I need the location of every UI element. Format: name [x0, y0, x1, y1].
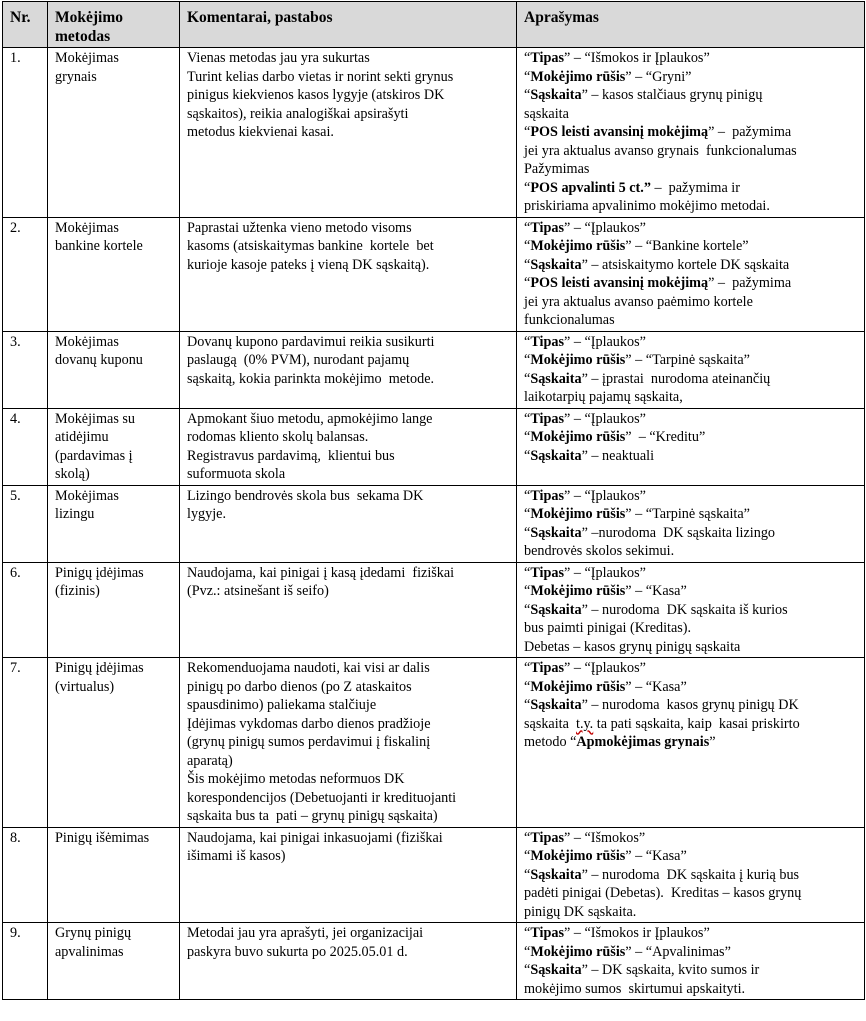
row-number: 2.: [3, 217, 48, 331]
description-line: [524, 715, 859, 734]
description-text: “: [524, 124, 531, 140]
comment-text: [180, 217, 517, 331]
comment-text-line: korespondencijos (Debetuojanti ir kredituojanti: [187, 789, 457, 806]
method-name: [48, 485, 180, 562]
field-name: Apmokėjimas grynais: [576, 734, 710, 750]
method-name-line: apvalinimas: [55, 943, 124, 960]
description-line: [524, 49, 859, 68]
description-text: ta pati sąskaita, kaip kasai priskirto: [593, 715, 800, 732]
description-text: “: [524, 487, 531, 504]
row-number: 4.: [3, 408, 48, 485]
description-line: [524, 293, 859, 312]
description-text: Pažymimas: [524, 161, 590, 177]
comment-text-line: Lizingo bendrovės skola bus sekama DK: [187, 487, 424, 504]
table-row: [3, 217, 865, 331]
description-line: [524, 980, 859, 999]
method-name-line: (fizinis): [55, 583, 100, 599]
description-line: [524, 86, 859, 105]
description-text: ” – “Išmokos ir Įplaukos”: [563, 50, 710, 66]
description-line: [524, 733, 859, 752]
description-text: ” – nurodoma DK sąskaita į kurią bus: [581, 866, 800, 883]
comment-text-line: Įdėjimas vykdomas darbo dienos pradžioje: [187, 715, 431, 732]
description-text: “: [524, 50, 531, 66]
field-name: Tipas: [530, 487, 564, 504]
description-line: [524, 638, 859, 657]
description-line: [524, 619, 859, 638]
field-name: Tipas: [530, 660, 564, 676]
field-name: Mokėjimo rūšis: [530, 352, 626, 368]
method-name: [48, 48, 180, 218]
description-text: ” – “Įplaukos”: [563, 219, 646, 236]
description-line: [524, 68, 859, 87]
row-number: 5.: [3, 485, 48, 562]
description-line: [524, 197, 859, 216]
header-nr: Nr.: [3, 2, 48, 48]
field-name: Tipas: [530, 829, 564, 846]
description-line: [524, 542, 859, 561]
description-cell: [517, 217, 865, 331]
field-name: Sąskaita: [530, 697, 582, 713]
field-name: Sąskaita: [530, 256, 582, 273]
method-name-line: Pinigų įdėjimas: [55, 660, 144, 676]
description-text: ” – “Įplaukos”: [563, 564, 646, 581]
comment-text: [180, 827, 517, 923]
description-text: “: [524, 925, 531, 941]
comment-text-line: lygyje.: [187, 506, 227, 522]
table-row: [3, 658, 865, 828]
description-text: “: [524, 68, 531, 85]
description-text: pinigų DK sąskaita.: [524, 903, 637, 920]
description-text: priskiriama apvalinimo mokėjimo metodai.: [524, 198, 770, 214]
comment-text-line: Vienas metodas jau yra sukurtas: [187, 50, 370, 66]
method-name-line: grynais: [55, 68, 97, 85]
description-line: [524, 678, 859, 697]
description-text: “: [524, 943, 531, 960]
description-text: ” – nurodoma kasos grynų pinigų DK: [581, 697, 799, 713]
method-name-line: lizingu: [55, 506, 95, 522]
description-text: laikotarpių pajamų sąskaita,: [524, 389, 683, 405]
description-line: [524, 219, 859, 238]
description-text: “: [524, 866, 531, 883]
comment-text-line: Dovanų kupono pardavimui reikia susikurti: [187, 333, 435, 350]
comment-text-line: kasoms (atsiskaitymas bankine kortele bet: [187, 238, 434, 254]
field-name: Sąskaita: [530, 87, 582, 103]
method-name-line: (pardavimas į: [55, 447, 133, 464]
table-row: [3, 923, 865, 1000]
comment-text-line: paslaugą (0% PVM), nurodant pajamų: [187, 352, 410, 368]
method-name-line: bankine kortele: [55, 238, 143, 254]
comment-text: [180, 408, 517, 485]
comment-text-line: Šis mokėjimo metodas neformuos DK: [187, 771, 405, 787]
field-name: Mokėjimo rūšis: [530, 943, 626, 960]
description-line: [524, 924, 859, 943]
description-line: [524, 659, 859, 678]
field-name: POS apvalinti 5 ct.”: [530, 179, 651, 196]
table-row: [3, 331, 865, 408]
method-name: [48, 562, 180, 658]
description-text: “: [524, 410, 531, 427]
description-text: “: [524, 829, 531, 846]
description-text: “: [524, 219, 531, 236]
description-text: ” – DK sąskaita, kvito sumos ir: [581, 962, 760, 978]
description-line: [524, 123, 859, 142]
description-text: ” – “Tarpinė sąskaita”: [625, 352, 750, 368]
field-name: Tipas: [530, 219, 564, 236]
method-name-line: Pinigų išėmimas: [55, 829, 150, 846]
description-line: [524, 487, 859, 506]
description-line: [524, 428, 859, 447]
comment-text-line: spausdinimo) paliekama stalčiuje: [187, 697, 377, 713]
method-name-line: dovanų kuponu: [55, 352, 143, 368]
field-name: Sąskaita: [530, 601, 582, 618]
method-name-line: Grynų pinigų: [55, 925, 132, 941]
description-text: ” –nurodoma DK sąskaita lizingo: [581, 524, 776, 541]
description-text: ” – “Kasa”: [625, 583, 687, 599]
method-name-line: Mokėjimas su: [55, 410, 135, 427]
header-comments: Komentarai, pastabos: [180, 2, 517, 48]
description-line: [524, 179, 859, 198]
method-name: [48, 408, 180, 485]
field-name: POS leisti avansinį mokėjimą: [530, 275, 709, 291]
description-text: jei yra aktualus avanso paėmimo kortele: [524, 293, 753, 310]
field-name: Sąskaita: [530, 866, 582, 883]
description-text: “: [524, 848, 531, 864]
description-text: ” – neaktuali: [581, 447, 655, 464]
description-line: [524, 388, 859, 407]
description-text: ” – “Įplaukos”: [563, 660, 646, 676]
comment-text-line: suformuota skola: [187, 466, 286, 482]
description-text: ” – “Bankine kortele”: [625, 238, 749, 254]
description-text: ” – kasos stalčiaus grynų pinigų: [581, 87, 763, 103]
description-line: [524, 847, 859, 866]
description-line: [524, 370, 859, 389]
comment-text-line: Naudojama, kai pinigai inkasuojami (fiziškai: [187, 829, 443, 846]
field-name: Sąskaita: [530, 962, 582, 978]
row-number: 7.: [3, 658, 48, 828]
method-name: [48, 331, 180, 408]
description-cell: [517, 923, 865, 1000]
payment-methods-table: [2, 1, 865, 1000]
description-cell: [517, 48, 865, 218]
comment-text: [180, 48, 517, 218]
description-text: “: [524, 564, 531, 581]
comment-text-line: Naudojama, kai pinigai į kasą įdedami fiziškai: [187, 564, 455, 581]
comment-text-line: aparatą): [187, 752, 233, 769]
description-text: metodo “: [524, 734, 577, 750]
description-text: ” – atsiskaitymo kortele DK sąskaita: [581, 256, 790, 273]
method-name: [48, 923, 180, 1000]
description-line: [524, 866, 859, 885]
row-number: 9.: [3, 923, 48, 1000]
description-text: ” – “Įplaukos”: [563, 487, 646, 504]
description-text: sąskaita: [524, 105, 569, 122]
comment-text-line: pinigų po darbo dienos (po Z ataskaitos: [187, 678, 412, 695]
method-name-line: Mokėjimas: [55, 219, 119, 236]
description-line: [524, 582, 859, 601]
description-text: “: [524, 962, 531, 978]
description-line: [524, 105, 859, 124]
description-text: – pažymima ir: [650, 179, 740, 196]
description-text: “: [524, 601, 531, 618]
comment-text-line: Turint kelias darbo vietas ir norint sekti grynus: [187, 68, 454, 85]
description-text: “: [524, 352, 531, 368]
description-line: [524, 601, 859, 620]
description-line: [524, 961, 859, 980]
comment-text-line: išimami iš kasos): [187, 848, 286, 864]
description-text: ” – pažymima: [708, 124, 792, 140]
row-number: 3.: [3, 331, 48, 408]
description-line: [524, 524, 859, 543]
description-line: [524, 274, 859, 293]
comment-text-line: sąskaitos), reikia analogiškai apsirašyti: [187, 105, 409, 122]
row-number: 6.: [3, 562, 48, 658]
description-text: “: [524, 524, 531, 541]
comment-text-line: kurioje kasoje pateks į vieną DK sąskaitą).: [187, 256, 430, 273]
comment-text-line: Rekomenduojama naudoti, kai visi ar dalis: [187, 660, 430, 676]
field-name: Mokėjimo rūšis: [530, 583, 626, 599]
comment-text-line: (grynų pinigų sumos perdavimui į fiskalinį: [187, 734, 431, 750]
table-row: [3, 48, 865, 218]
field-name: Mokėjimo rūšis: [530, 848, 626, 864]
description-text: “: [524, 660, 531, 676]
description-text: ”: [709, 734, 716, 750]
method-name-line: (virtualus): [55, 678, 115, 695]
description-line: [524, 696, 859, 715]
method-name-line: skolą): [55, 466, 90, 482]
description-text: “: [524, 506, 531, 522]
description-text: “: [524, 87, 531, 103]
method-name-line: Mokėjimas: [55, 487, 119, 504]
description-text: Debetas – kasos grynų pinigų sąskaita: [524, 638, 741, 655]
table-row: [3, 485, 865, 562]
description-line: [524, 564, 859, 583]
description-text: “: [524, 256, 531, 273]
description-text: ” – “Kasa”: [625, 678, 687, 695]
description-text: ” – pažymima: [708, 275, 792, 291]
description-line: [524, 256, 859, 275]
description-text: ” – “Kasa”: [625, 848, 687, 864]
field-name: Mokėjimo rūšis: [530, 238, 626, 254]
description-cell: [517, 408, 865, 485]
description-line: [524, 142, 859, 161]
description-text: “: [524, 275, 531, 291]
description-line: [524, 311, 859, 330]
description-text: “: [524, 583, 531, 599]
description-line: [524, 943, 859, 962]
method-name-line: Pinigų įdėjimas: [55, 564, 144, 581]
field-name: Tipas: [530, 410, 564, 427]
comment-text-line: paskyra buvo sukurta po 2025.05.01 d.: [187, 943, 408, 960]
description-text: ” – “Įplaukos”: [563, 410, 646, 427]
description-text: ” – įprastai nurodoma ateinančių: [581, 370, 771, 387]
description-cell: [517, 658, 865, 828]
method-name: [48, 658, 180, 828]
field-name: Tipas: [530, 925, 564, 941]
comment-text-line: (Pvz.: atsinešant iš seifo): [187, 583, 329, 599]
description-text: “: [524, 678, 531, 695]
description-text: mokėjimo sumos skirtumui apskaityti.: [524, 980, 746, 997]
comment-text: [180, 331, 517, 408]
field-name: Sąskaita: [530, 524, 582, 541]
description-text: “: [524, 429, 531, 445]
description-text: “: [524, 238, 531, 254]
field-name: Mokėjimo rūšis: [530, 678, 626, 695]
comment-text-line: Apmokant šiuo metodu, apmokėjimo lange: [187, 410, 433, 427]
comment-text-line: Registravus pardavimą, klientui bus: [187, 447, 395, 464]
field-name: Tipas: [530, 333, 564, 350]
description-text: bendrovės skolos sekimui.: [524, 543, 675, 559]
comment-text-line: Paprastai užtenka vieno metodo visoms: [187, 219, 412, 236]
comment-text-line: Metodai jau yra aprašyti, jei organizacijai: [187, 925, 424, 941]
description-line: [524, 903, 859, 922]
field-name: Sąskaita: [530, 370, 582, 387]
method-name-line: atidėjimu: [55, 429, 109, 445]
description-text: ” – “Apvalinimas”: [625, 943, 731, 960]
comment-text: [180, 923, 517, 1000]
description-text: sąskaita: [524, 715, 577, 732]
description-text: ” – “Tarpinė sąskaita”: [625, 506, 750, 522]
description-line: [524, 829, 859, 848]
comment-text: [180, 658, 517, 828]
description-cell: [517, 485, 865, 562]
description-line: [524, 237, 859, 256]
description-cell: [517, 827, 865, 923]
comment-text-line: pinigus kiekvienos kasos lygyje (atskiros DK: [187, 87, 445, 103]
description-cell: [517, 331, 865, 408]
description-text: funkcionalumas: [524, 312, 615, 328]
field-name: POS leisti avansinį mokėjimą: [530, 124, 709, 140]
description-text: ” – “Išmokos ir Įplaukos”: [563, 925, 710, 941]
field-name: Mokėjimo rūšis: [530, 68, 626, 85]
description-text: padėti pinigai (Debetas). Kreditas – kasos grynų: [524, 885, 802, 901]
header-row: [3, 2, 865, 48]
description-cell: [517, 562, 865, 658]
field-name: Mokėjimo rūšis: [530, 429, 626, 445]
description-text: “: [524, 447, 531, 464]
description-text: ” – “Gryni”: [625, 68, 692, 85]
field-name: Tipas: [530, 50, 564, 66]
header-description: Aprašymas: [517, 2, 865, 48]
header-method: Mokėjimo metodas: [48, 2, 180, 48]
description-line: [524, 410, 859, 429]
table-row: [3, 562, 865, 658]
description-line: [524, 160, 859, 179]
comment-text-line: metodus kiekvienai kasai.: [187, 124, 334, 140]
description-text: ” – “Kreditu”: [625, 429, 706, 445]
description-text: “: [524, 333, 531, 350]
description-text: ” – “Įplaukos”: [563, 333, 646, 350]
comment-text-line: sąskaitą, kokia parinkta mokėjimo metode.: [187, 370, 435, 387]
description-text: ” – “Išmokos”: [563, 829, 646, 846]
field-name: Sąskaita: [530, 447, 582, 464]
description-text: “: [524, 179, 531, 196]
description-text: “: [524, 697, 531, 713]
description-text: bus paimti pinigai (Kreditas).: [524, 620, 692, 636]
table-row: [3, 408, 865, 485]
field-name: Tipas: [530, 564, 564, 581]
comment-text-line: rodomas kliento skolų balansas.: [187, 429, 369, 445]
comment-text: [180, 562, 517, 658]
description-text: t.y.: [576, 715, 594, 732]
method-name: [48, 827, 180, 923]
description-line: [524, 333, 859, 352]
comment-text: [180, 485, 517, 562]
comment-text-line: sąskaita bus ta pati – grynų pinigų sąskaita): [187, 808, 438, 824]
method-name-line: Mokėjimas: [55, 50, 119, 66]
table-row: [3, 827, 865, 923]
description-line: [524, 447, 859, 466]
row-number: 1.: [3, 48, 48, 218]
description-text: jei yra aktualus avanso grynais funkcionalumas: [524, 142, 797, 159]
description-text: ” – nurodoma DK sąskaita iš kurios: [581, 601, 788, 618]
description-line: [524, 505, 859, 524]
description-line: [524, 884, 859, 903]
description-text: “: [524, 370, 531, 387]
row-number: 8.: [3, 827, 48, 923]
description-line: [524, 351, 859, 370]
field-name: Mokėjimo rūšis: [530, 506, 626, 522]
method-name: [48, 217, 180, 331]
method-name-line: Mokėjimas: [55, 333, 119, 350]
